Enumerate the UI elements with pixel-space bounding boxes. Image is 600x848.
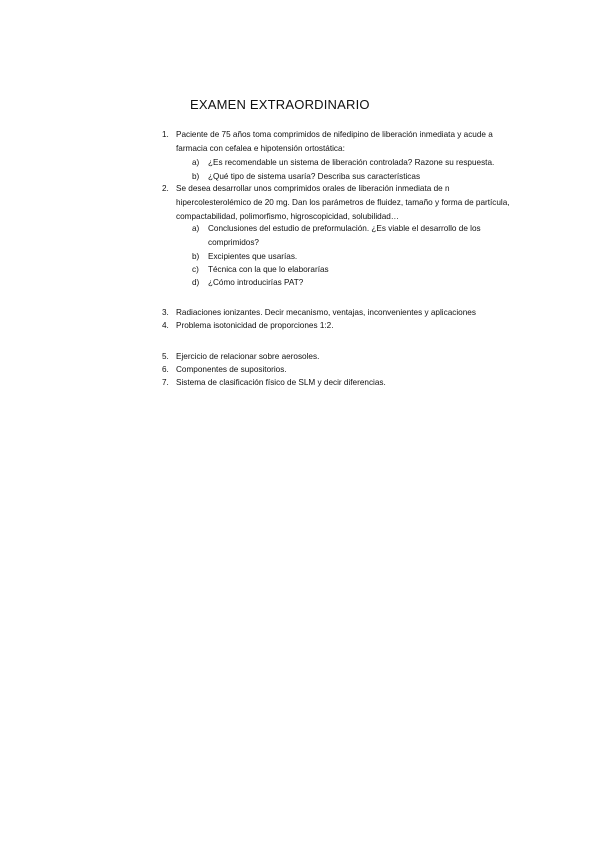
question-2-subitem-c [192, 263, 512, 277]
question-text: Ejercicio de relacionar sobre aerosoles. [176, 352, 320, 361]
question-text: Componentes de supositorios. [176, 365, 287, 374]
subitem-text: Excipientes que usarías. [208, 252, 298, 261]
question-number: 3. [162, 308, 169, 317]
question-4 [162, 319, 522, 333]
question-text: Problema isotonicidad de proporciones 1:2. [176, 321, 334, 330]
question-1-subitem-a [192, 156, 512, 170]
subitem-letter: d) [192, 278, 200, 287]
question-number: 2. [162, 184, 169, 193]
question-2-subitem-a [192, 222, 512, 250]
subitem-text: ¿Cómo introducirías PAT? [208, 278, 304, 287]
subitem-text: Conclusiones del estudio de preformulación. ¿Es viable el desarrollo de los comprimidos? [208, 224, 481, 247]
subitem-letter: b) [192, 172, 200, 181]
page-title: EXAMEN EXTRAORDINARIO [190, 97, 370, 112]
question-2 [162, 182, 522, 224]
question-text: Radiaciones ionizantes. Decir mecanismo, ventajas, inconvenientes y aplicaciones [176, 308, 476, 317]
subitem-letter: a) [192, 158, 200, 167]
question-7 [162, 376, 522, 390]
subitem-letter: b) [192, 252, 200, 261]
subitem-text: ¿Es recomendable un sistema de liberación controlada? Razone su respuesta. [208, 158, 495, 167]
subitem-text: Técnica con la que lo elaborarías [208, 265, 329, 274]
subitem-text: ¿Qué tipo de sistema usaría? Describa sus características [208, 172, 421, 181]
question-6 [162, 363, 522, 377]
question-5 [162, 350, 522, 364]
question-text: Se desea desarrollar unos comprimidos orales de liberación inmediata de n hipercolesterolémico de 20 mg. Dan los parámetros de fluidez, tamaño y forma de partícula, compactabilidad, polimorfismo, higroscopicidad, solubilidad… [176, 184, 510, 221]
question-2-subitem-b [192, 250, 512, 264]
question-2-subitem-d [192, 276, 512, 290]
question-text: Paciente de 75 años toma comprimidos de nifedipino de liberación inmediata y acude a farmacia con cefalea e hipotensión ortostática: [176, 130, 493, 153]
subitem-letter: c) [192, 265, 199, 274]
question-number: 7. [162, 378, 169, 387]
question-text: Sistema de clasificación físico de SLM y decir diferencias. [176, 378, 386, 387]
question-number: 4. [162, 321, 169, 330]
question-number: 1. [162, 130, 169, 139]
question-1 [162, 128, 522, 156]
question-3 [162, 306, 522, 320]
question-number: 6. [162, 365, 169, 374]
question-number: 5. [162, 352, 169, 361]
subitem-letter: a) [192, 224, 200, 233]
